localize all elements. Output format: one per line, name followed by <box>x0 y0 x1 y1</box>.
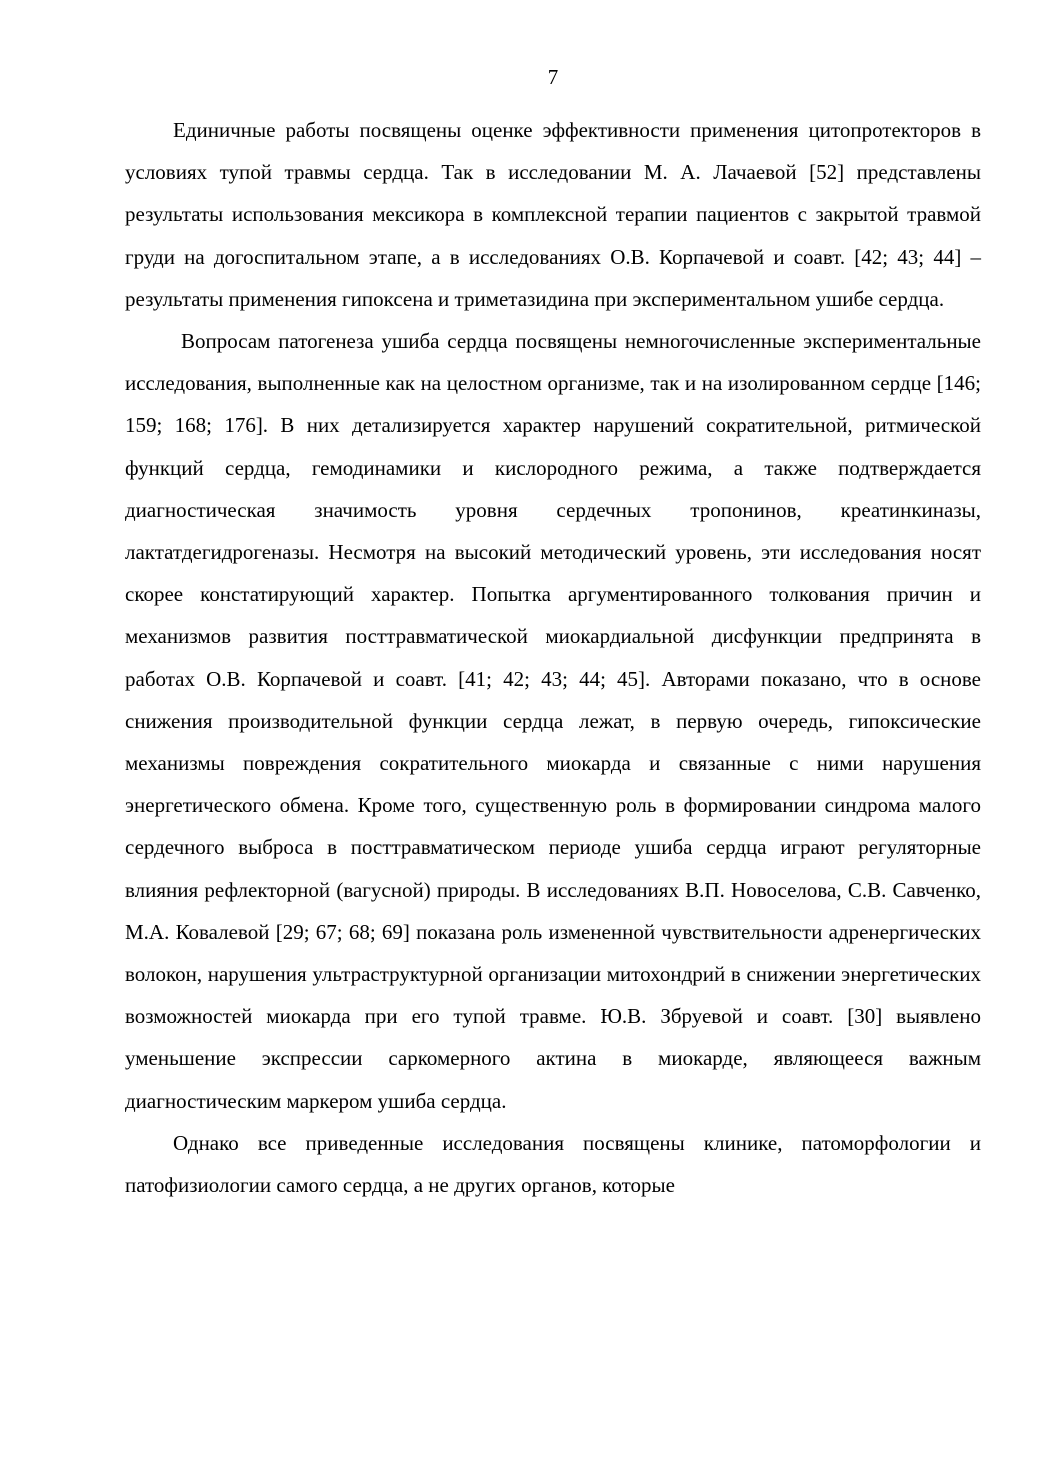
paragraph-cytoprotectors: Единичные работы посвящены оценке эффективности применения цитопротекторов в условиях тупой травмы сердца. Так в исследовании М. А. Лачаевой [52] представлены результаты использования мексикора в комплексной терапии пациентов с закрытой травмой груди на догоспитальном этапе, а в исследованиях О.В. Корпачевой и соавт. [42; 43; 44] – результаты применения гипоксена и триметазидина при экспериментальном ушибе сердца. <box>125 118 981 311</box>
paragraph-other-organs: Однако все приведенные исследования посвящены клинике, патоморфологии и патофизиологии самого сердца, а не других органов, которые <box>125 1130 981 1198</box>
page-number: 7 <box>547 65 559 89</box>
paragraph-pathogenesis: Вопросам патогенеза ушиба сердца посвящены немногочисленные экспериментальные исследования, выполненные как на целостном организме, так и на изолированном сердце [146; 159; 168; 176]. В них детализируется характер нарушений сократительной, ритмической функций сердца, гемодинамики и кислородного режима, а также подтверждается диагностическая значимость уровня сердечных тропонинов, креатинкиназы, лактатдегидрогеназы. Несмотря на высокий методический уровень, эти исследования носят скорее констатирующий характер. Попытка аргументированного толкования причин и механизмов развития посттравматической миокардиальной дисфункции предпринята в работах О.В. Корпачевой и соавт. [41; 42; 43; 44; 45]. Авторами показано, что в основе снижения производительной функции сердца лежат, в первую очередь, гипоксические механизмы повреждения сократительного миокарда и связанные с ними нарушения энергетического обмена. Кроме того, существенную роль в формировании синдрома малого сердечного выброса в посттравматическом периоде ушиба сердца играют регуляторные влияния рефлекторной (вагусной) природы. В исследованиях В.П. Новоселова, С.В. Савченко, М.А. Ковалевой [29; 67; 68; 69] показана роль измененной чувствительности адренергических волокон, нарушения ультраструктурной организации митохондрий в снижении энергетических возможностей миокарда при его тупой травме. Ю.В. Збруевой и соавт. [30] выявлено уменьшение экспрессии саркомерного актина в миокарде, являющееся важным диагностическим маркером ушиба сердца. <box>125 329 981 1113</box>
body-text <box>125 109 981 1206</box>
